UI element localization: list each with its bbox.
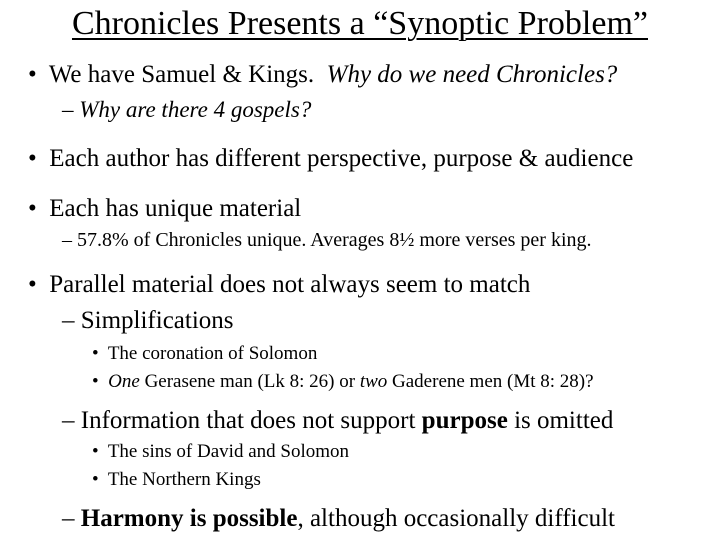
one-italic: One (108, 371, 140, 392)
bullet-4-sub-1 (62, 306, 234, 336)
bullet-marker: • (92, 469, 99, 490)
dash-marker: – (62, 97, 74, 122)
bullet-4-sub-2 (62, 406, 613, 436)
bullet-4-sub-3 (62, 504, 615, 534)
dash-marker: – (62, 505, 75, 532)
two-italic: two (359, 371, 388, 392)
bullet-marker: • (28, 61, 37, 88)
bullet-4-text: Parallel material does not always seem to match (49, 271, 531, 298)
bullet-4-sub-2-item-1 (92, 440, 349, 464)
bullet-marker: • (28, 271, 37, 298)
bullet-marker: • (92, 371, 99, 392)
bullet-marker: • (28, 145, 37, 172)
information-text: Information that does not support (80, 407, 422, 434)
bullet-1 (28, 60, 617, 90)
bullet-1-text: We have Samuel & Kings. (48, 61, 315, 88)
bullet-marker: • (92, 441, 99, 462)
bullet-2-text: Each author has different perspective, purpose & audience (49, 145, 634, 172)
bullet-4-sub-1-item-2 (92, 370, 594, 394)
northern-kings-text: The Northern Kings (107, 469, 261, 490)
bullet-3-text: Each has unique material (49, 195, 302, 222)
slide-title: Chronicles Presents a “Synoptic Problem” (71, 5, 648, 42)
bullet-marker: • (92, 343, 99, 364)
difficult-text: , although occasionally difficult (297, 505, 615, 532)
omitted-text: is omitted (507, 407, 614, 434)
gerasene-text: Gerasene man (Lk 8: 26) or (139, 371, 360, 392)
bullet-3-sub-text: 57.8% of Chronicles unique. Averages 8½ more verses per king. (77, 229, 592, 251)
bullet-1-sub-text: Why are there 4 gospels? (79, 97, 312, 122)
bullet-4 (28, 270, 530, 300)
purpose-bold: purpose (421, 407, 508, 434)
bullet-2 (28, 144, 633, 174)
dash-marker: – (62, 229, 72, 251)
dash-marker: – (62, 307, 75, 334)
dash-marker: – (62, 407, 75, 434)
bullet-1-sub (62, 96, 311, 124)
bullet-3-sub (62, 228, 592, 252)
coronation-text: The coronation of Solomon (107, 343, 318, 364)
bullet-4-sub-1-item-1 (92, 342, 317, 366)
sins-text: The sins of David and Solomon (107, 441, 350, 462)
gaderene-text: Gaderene men (Mt 8: 28)? (387, 371, 594, 392)
bullet-4-sub-2-item-2 (92, 468, 261, 492)
bullet-3 (28, 194, 301, 224)
bullet-marker: • (28, 195, 37, 222)
simplifications-text: Simplifications (80, 307, 234, 334)
harmony-bold: Harmony is possible (80, 505, 298, 532)
bullet-1-italic-text: Why do we need Chronicles? (326, 61, 618, 88)
